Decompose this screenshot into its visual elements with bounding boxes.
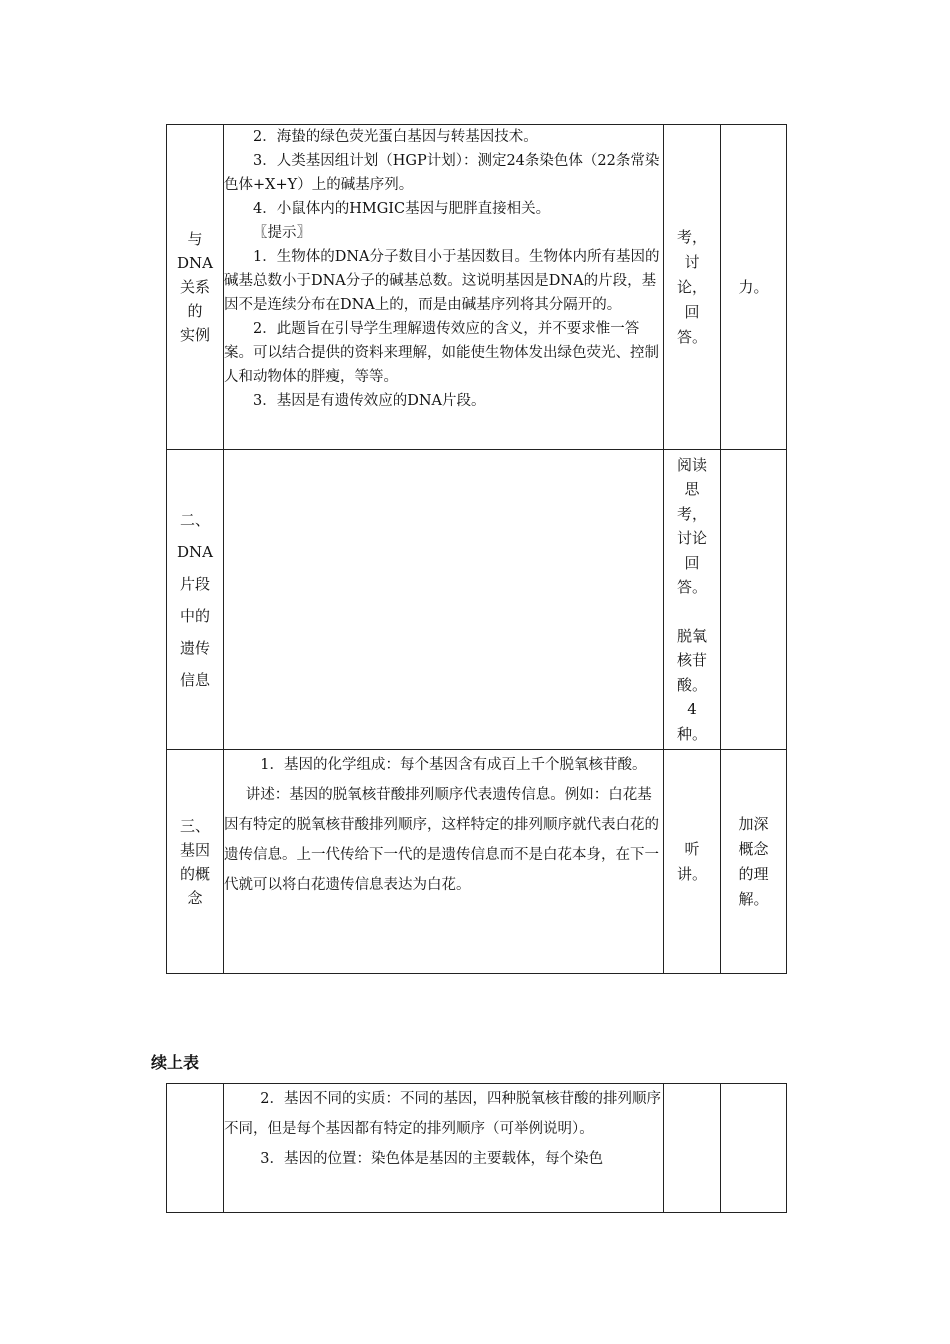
table-row xyxy=(167,125,787,450)
design-note: 加深 概念 的理 解。 xyxy=(721,750,787,974)
paragraph: 2．此题旨在引导学生理解遗传效应的含义，并不要求惟一答案。可以结合提供的资料来理解，如能使生物体发出绿色荧光、控制人和动物体的胖瘦，等等。 xyxy=(224,321,659,385)
teacher-content xyxy=(224,125,664,450)
paragraph: 4．小鼠体内的HMGIC基因与肥胖直接相关。 xyxy=(253,201,551,217)
continued-heading: 续上表 xyxy=(151,1053,200,1072)
teacher-content xyxy=(224,1084,664,1213)
design-note xyxy=(721,1084,787,1213)
section-label: 三、 基因 的概 念 xyxy=(167,750,224,974)
section-label: 二、 DNA 片段 中的 遗传 信息 xyxy=(167,450,224,750)
paragraph: 3．基因是有遗传效应的DNA片段。 xyxy=(253,393,486,409)
lesson-table xyxy=(166,124,787,974)
teacher-content xyxy=(224,450,664,750)
paragraph: 〖提示〗 xyxy=(253,225,311,241)
table-row xyxy=(167,750,787,974)
paragraph: 讲述：基因的脱氧核苷酸排列顺序代表遗传信息。例如：白花基因有特定的脱氧核苷酸排列顺序，这样特定的排列顺序就代表白花的遗传信息。上一代传给下一代的是遗传信息而不是白花本身，在下一代就可以将白花遗传信息表达为白花。 xyxy=(224,787,659,893)
section-label: 与 DNA 关系 的 实例 xyxy=(167,125,224,450)
design-note xyxy=(721,450,787,750)
paragraph: 3．人类基因组计划（HGP计划）：测定24条染色体（22条常染色体+X+Y）上的碱基序列。 xyxy=(224,153,660,193)
table-row xyxy=(167,450,787,750)
paragraph: 2．基因不同的实质：不同的基因，四种脱氧核苷酸的排列顺序不同，但是每个基因都有特定的排列顺序（可举例说明）。 xyxy=(224,1091,661,1137)
paragraph: 3．基因的位置：染色体是基因的主要载体，每个染色 xyxy=(260,1151,603,1167)
continued-table xyxy=(166,1083,787,1213)
student-activity: 听 讲。 xyxy=(664,750,721,974)
table-row xyxy=(167,1084,787,1213)
paragraph: 1．基因的化学组成：每个基因含有成百上千个脱氧核苷酸。 xyxy=(260,757,647,773)
teacher-content xyxy=(224,750,664,974)
design-note: 力。 xyxy=(721,125,787,450)
student-activity xyxy=(664,1084,721,1213)
student-activity: 阅读 思 考， 讨论 回 答。 脱氧 核苷 酸。 4 种。 xyxy=(664,450,721,750)
paragraph: 2．海蛰的绿色荧光蛋白基因与转基因技术。 xyxy=(253,129,538,145)
student-activity: 考， 讨 论， 回 答。 xyxy=(664,125,721,450)
paragraph: 1．生物体的DNA分子数目小于基因数目。生物体内所有基因的碱基总数小于DNA分子的碱基总数。这说明基因是DNA的片段，基因不是连续分布在DNA上的，而是由碱基序列将其分隔开的。 xyxy=(224,249,660,313)
section-label xyxy=(167,1084,224,1213)
